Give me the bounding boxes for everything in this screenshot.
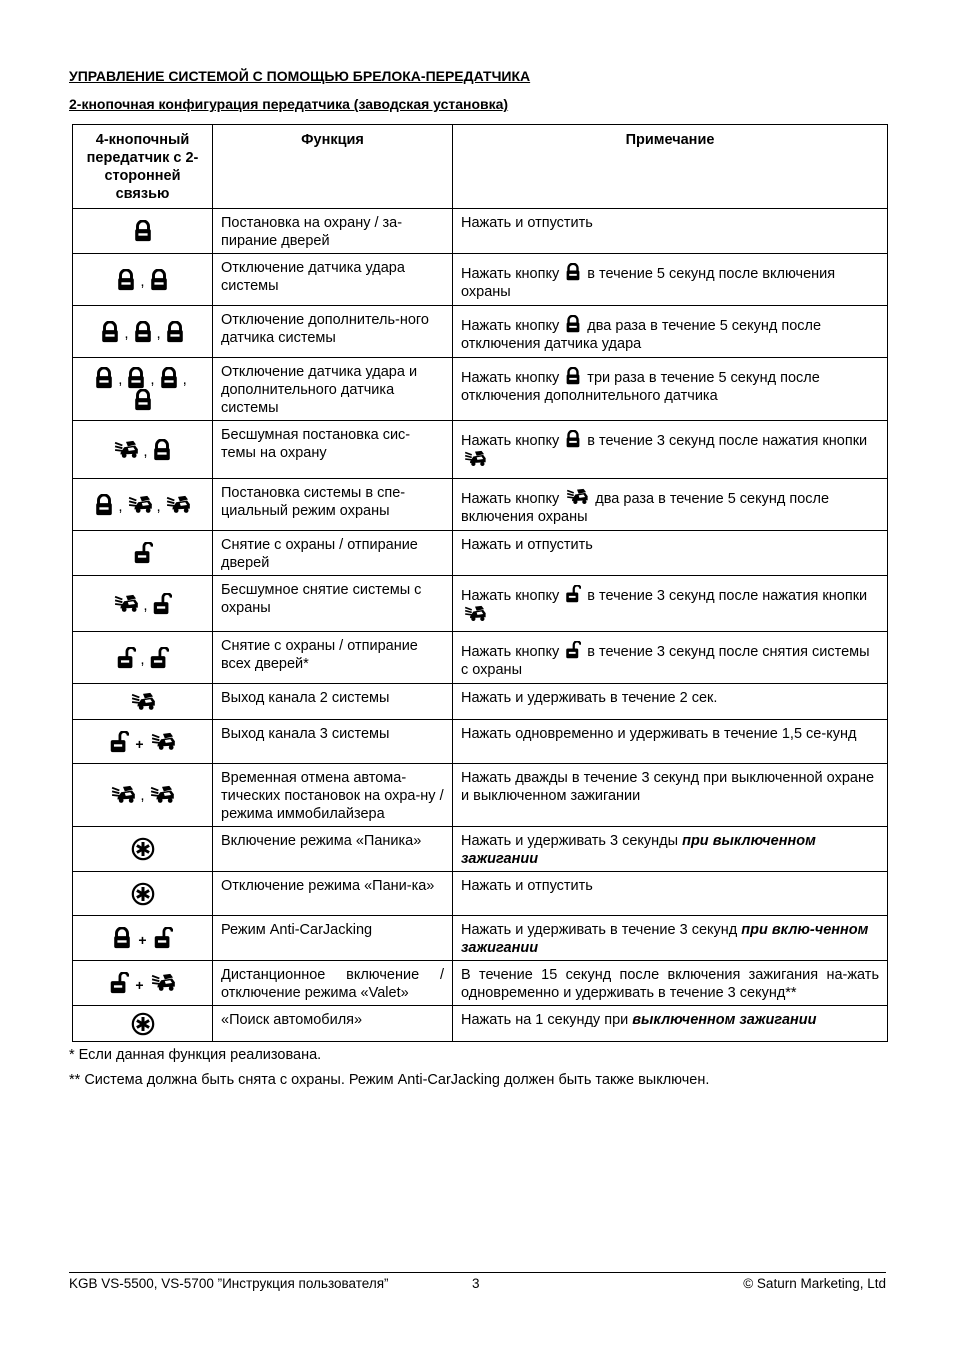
button-combo [73, 764, 213, 827]
car-trunk-icon [463, 450, 487, 468]
car-trunk-icon [463, 605, 487, 623]
note-cell [453, 479, 888, 531]
button-combo [73, 1006, 213, 1042]
car-trunk-icon [150, 732, 176, 752]
lock-closed-icon [565, 263, 581, 281]
function-cell: Снятие с охраны / отпирание всех дверей* [213, 632, 453, 684]
button-combo [73, 421, 213, 479]
car-trunk-icon [127, 495, 153, 515]
lock-closed-icon [94, 367, 114, 389]
function-cell: Выход канала 3 системы [213, 720, 453, 764]
separator: , [140, 272, 145, 290]
button-combo [73, 479, 213, 531]
table-row [73, 1006, 888, 1042]
lock-open-icon [149, 647, 169, 669]
note-cell [453, 764, 888, 827]
table-row [73, 872, 888, 916]
separator: , [143, 596, 148, 614]
table-row [73, 916, 888, 961]
lock-open-icon [565, 585, 581, 603]
note-text: Нажать кнопку [461, 318, 560, 334]
function-cell: Включение режима «Паника» [213, 827, 453, 872]
separator: , [156, 324, 161, 342]
note-cell [453, 632, 888, 684]
header-note: Примечание [453, 125, 888, 209]
function-cell: Бесшумная постановка сис-темы на охрану [213, 421, 453, 479]
note-text: Нажать кнопку [461, 266, 560, 282]
note-text: Нажать и удерживать в течение 3 секунд [461, 922, 738, 938]
table-row [73, 961, 888, 1006]
note-text: Нажать кнопку [461, 644, 560, 660]
table-row [73, 576, 888, 632]
lock-open-icon [152, 593, 172, 615]
function-cell: Снятие с охраны / отпирание дверей [213, 531, 453, 576]
note-text: Нажать одновременно и удерживать в течение 1,5 се-кунд [461, 726, 857, 742]
lock-closed-icon [116, 269, 136, 291]
lock-closed-icon [100, 321, 120, 343]
car-trunk-icon [113, 440, 139, 460]
note-text: Нажать и отпустить [461, 878, 593, 894]
car-trunk-icon [113, 594, 139, 614]
separator: , [182, 371, 187, 388]
lock-open-icon [133, 542, 153, 564]
button-combo [73, 358, 213, 421]
lock-closed-icon [133, 321, 153, 343]
page-title: УПРАВЛЕНИЕ СИСТЕМОЙ С ПОМОЩЬЮ БРЕЛОКА-ПЕРЕДАТЧИКА [69, 68, 531, 84]
table-row [73, 209, 888, 254]
button-combo [73, 254, 213, 306]
note-text: в течение 3 секунд после нажатия кнопки [587, 433, 868, 449]
car-trunk-icon [130, 692, 156, 712]
separator-plus: + [138, 932, 147, 948]
separator: , [150, 371, 155, 388]
table-row [73, 632, 888, 684]
separator-plus: + [135, 977, 144, 993]
button-combo [73, 632, 213, 684]
note-cell [453, 720, 888, 764]
button-combo [73, 872, 213, 916]
separator: , [143, 442, 148, 460]
note-text: Нажать и отпустить [461, 537, 593, 553]
panic-star-icon [131, 882, 155, 906]
function-cell: Постановка системы в спе-циальный режим охраны [213, 479, 453, 531]
footer-doc-title: KGB VS-5500, VS-5700 ”Инструкция пользователя” [69, 1276, 389, 1291]
footnote-1: * Если данная функция реализована. [69, 1047, 322, 1063]
button-combo [73, 684, 213, 720]
note-cell [453, 254, 888, 306]
button-combo [73, 720, 213, 764]
function-table [72, 124, 888, 1042]
separator: , [118, 497, 123, 515]
note-text: Нажать и удерживать в течение 2 сек. [461, 690, 718, 706]
note-text: Нажать и удерживать 3 секунды [461, 833, 679, 849]
separator: , [118, 371, 123, 388]
footer-page-number: 3 [472, 1276, 480, 1291]
button-combo [73, 209, 213, 254]
footer-divider [69, 1272, 886, 1273]
lock-closed-icon [152, 439, 172, 461]
note-cell [453, 961, 888, 1006]
car-trunk-icon [150, 973, 176, 993]
table-row [73, 764, 888, 827]
note-cell [453, 358, 888, 421]
note-text: Нажать кнопку [461, 588, 560, 604]
footnote-2: ** Система должна быть снята с охраны. Режим Anti-CarJacking должен быть также выключен. [69, 1072, 710, 1088]
note-cell [453, 684, 888, 720]
table-row [73, 421, 888, 479]
note-text: три раза в течение 5 секунд после отключения дополнительного датчика [461, 370, 820, 404]
note-text: Нажать и отпустить [461, 215, 593, 231]
car-trunk-icon [165, 495, 191, 515]
lock-closed-icon [565, 430, 581, 448]
button-combo [73, 827, 213, 872]
note-text: Нажать дважды в течение 3 секунд при выключенной охране и выключенном зажигании [461, 770, 875, 804]
car-trunk-icon [149, 785, 175, 805]
note-text: два раза в течение 5 секунд после включения охраны [461, 491, 830, 525]
page-subtitle: 2-кнопочная конфигурация передатчика (заводская установка) [69, 96, 509, 112]
note-cell [453, 531, 888, 576]
button-combo [73, 576, 213, 632]
note-cell [453, 1006, 888, 1042]
note-text: в течение 3 секунд после снятия системы с охраны [461, 644, 870, 678]
panic-star-icon [131, 1012, 155, 1036]
lock-closed-icon [94, 494, 114, 516]
note-cell [453, 209, 888, 254]
lock-closed-icon [165, 321, 185, 343]
note-cell [453, 306, 888, 358]
note-text: в течение 3 секунд после нажатия кнопки [587, 588, 868, 604]
car-trunk-icon [565, 488, 589, 506]
note-text: Нажать кнопку [461, 433, 560, 449]
table-header-row [73, 125, 888, 209]
lock-closed-icon [159, 367, 179, 389]
table-row [73, 720, 888, 764]
lock-closed-icon [133, 220, 153, 242]
table-row [73, 358, 888, 421]
lock-closed-icon [133, 389, 153, 411]
note-emphasis: при выключенном зажигании [461, 833, 816, 867]
table-row [73, 479, 888, 531]
separator-plus: + [135, 735, 144, 752]
button-combo [73, 531, 213, 576]
function-cell: Постановка на охрану / за-пирание дверей [213, 209, 453, 254]
footer-copyright: © Saturn Marketing, Ltd [743, 1276, 886, 1291]
separator: , [140, 650, 145, 668]
note-cell [453, 916, 888, 961]
separator: , [124, 324, 129, 342]
function-cell: «Поиск автомобиля» [213, 1006, 453, 1042]
note-cell [453, 421, 888, 479]
button-combo [73, 961, 213, 1006]
function-cell: Временная отмена автома-тических постановок на охра-ну / режима иммобилайзера [213, 764, 453, 827]
function-cell: Отключение режима «Пани-ка» [213, 872, 453, 916]
note-emphasis: выключенном зажигании [632, 1012, 817, 1028]
table-row [73, 531, 888, 576]
note-text: В течение 15 секунд после включения зажигания на-жать одновременно и удерживать в течение 3 секунд** [461, 967, 879, 1001]
lock-open-icon [109, 731, 129, 753]
button-combo [73, 916, 213, 961]
separator: , [156, 497, 161, 515]
function-cell: Режим Anti-CarJacking [213, 916, 453, 961]
table-row [73, 306, 888, 358]
button-combo [73, 306, 213, 358]
note-cell [453, 872, 888, 916]
table-row [73, 254, 888, 306]
separator: , [140, 787, 145, 804]
lock-closed-icon [112, 927, 132, 949]
function-cell: Выход канала 2 системы [213, 684, 453, 720]
car-trunk-icon [110, 785, 136, 805]
lock-closed-icon [565, 367, 581, 385]
note-text: два раза в течение 5 секунд после отключения датчика удара [461, 318, 822, 352]
table-row [73, 827, 888, 872]
lock-closed-icon [126, 367, 146, 389]
lock-open-icon [109, 972, 129, 994]
function-cell: Отключение датчика удара системы [213, 254, 453, 306]
lock-open-icon [116, 647, 136, 669]
function-cell: Бесшумное снятие системы с охраны [213, 576, 453, 632]
note-text: Нажать кнопку [461, 491, 560, 507]
panic-star-icon [131, 837, 155, 861]
lock-open-icon [565, 641, 581, 659]
note-emphasis: при вклю-ченном зажигании [461, 922, 869, 956]
note-cell [453, 576, 888, 632]
table-row [73, 684, 888, 720]
lock-open-icon [153, 927, 173, 949]
header-transmitter: 4-кнопочный передатчик с 2-сторонней связью [73, 125, 213, 209]
function-cell: Отключение датчика удара и дополнительного датчика системы [213, 358, 453, 421]
note-cell [453, 827, 888, 872]
lock-closed-icon [565, 315, 581, 333]
header-function: Функция [213, 125, 453, 209]
function-cell: Дистанционное включение / отключение режима «Valet» [213, 961, 453, 1006]
note-text: Нажать на 1 секунду при [461, 1012, 629, 1028]
function-cell: Отключение дополнитель-ного датчика системы [213, 306, 453, 358]
note-text: в течение 5 секунд после включения охраны [461, 266, 836, 300]
lock-closed-icon [149, 269, 169, 291]
note-text: Нажать кнопку [461, 370, 560, 386]
